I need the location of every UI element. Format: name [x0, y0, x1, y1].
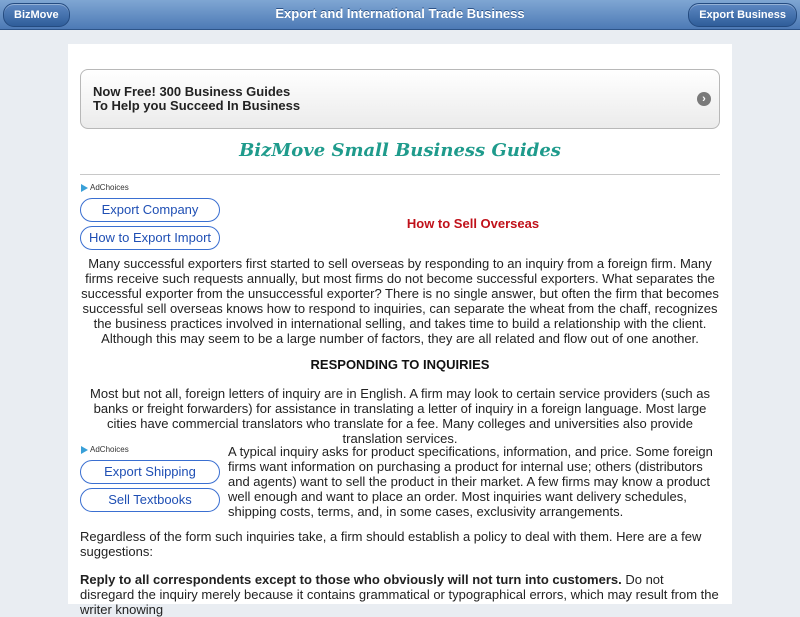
paragraph-reply: [80, 572, 720, 617]
ad-link-export-shipping[interactable]: Export Shipping: [80, 460, 220, 484]
adchoices-label-2[interactable]: AdChoices: [81, 445, 129, 454]
reply-bold-text: Reply to all correspondents except to those who obviously will not turn into customers.: [80, 572, 622, 587]
page-title: Export and International Trade Business: [275, 6, 525, 21]
adchoices-icon: [81, 446, 88, 454]
adchoices-icon: [81, 184, 88, 192]
export-business-button[interactable]: Export Business: [688, 3, 797, 27]
free-guides-banner[interactable]: [80, 69, 720, 129]
bizmove-home-button[interactable]: BizMove: [3, 3, 70, 27]
ad-link-export-company[interactable]: Export Company: [80, 198, 220, 222]
brand-title: BizMove Small Business Guides: [239, 140, 561, 161]
top-bar: [0, 0, 800, 30]
ad-link-sell-textbooks[interactable]: Sell Textbooks: [80, 488, 220, 512]
reply-rest-text: Do not disregard the inquiry merely because it contains grammatical or typographical errors, which may result from the writer knowing: [80, 572, 719, 617]
paragraph-policy: Regardless of the form such inquiries take, a firm should establish a policy to deal with them. Here are a few suggestions:: [80, 529, 702, 559]
chevron-right-icon[interactable]: ›: [697, 92, 711, 106]
section-heading: RESPONDING TO INQUIRIES: [310, 357, 490, 372]
banner-line-1: Now Free! 300 Business Guides: [93, 84, 291, 99]
adchoices-label[interactable]: AdChoices: [81, 183, 129, 192]
content-area: [68, 44, 732, 617]
banner-line-2: To Help you Succeed In Business: [93, 98, 301, 113]
ad-link-how-to-export-import[interactable]: How to Export Import: [80, 226, 220, 250]
article-title: How to Sell Overseas: [406, 216, 540, 231]
divider: [80, 174, 720, 175]
paragraph-typical-inquiry: A typical inquiry asks for product specifications, information, and price. Some foreign firms want information on purchasing a product for internal use; others (distributors and agents) want to sell the product in their market. A few firms may know a product well enough and want to place an order. Most inquiries want delivery schedules, shipping costs, terms, and, in some cases, exclusivity arrangements.: [228, 444, 713, 519]
intro-paragraph: Many successful exporters first started to sell overseas by responding to an inquiry from a foreign firm. Many firms receive such requests annually, but most firms do not become successful exporters. What separates the successful exporter from the unsuccessful exporter? There is no single answer, but often the firm that becomes successful sell overseas knows how to respond to inquiries, can separate the wheat from the chaff, recognizes the business practices involved in international selling, and takes time to build a relationship with the client. Although this may seem to be a large number of factors, they are all related and flow out of one another.: [81, 256, 719, 346]
paragraph-translation: Most but not all, foreign letters of inquiry are in English. A firm may look to certain service providers (such as banks or freight forwarders) for assistance in translating a letter of inquiry in a foreign language. Most large cities have commercial translators who translate for a fee. Many colleges and universities also provide translation services.: [90, 386, 710, 446]
